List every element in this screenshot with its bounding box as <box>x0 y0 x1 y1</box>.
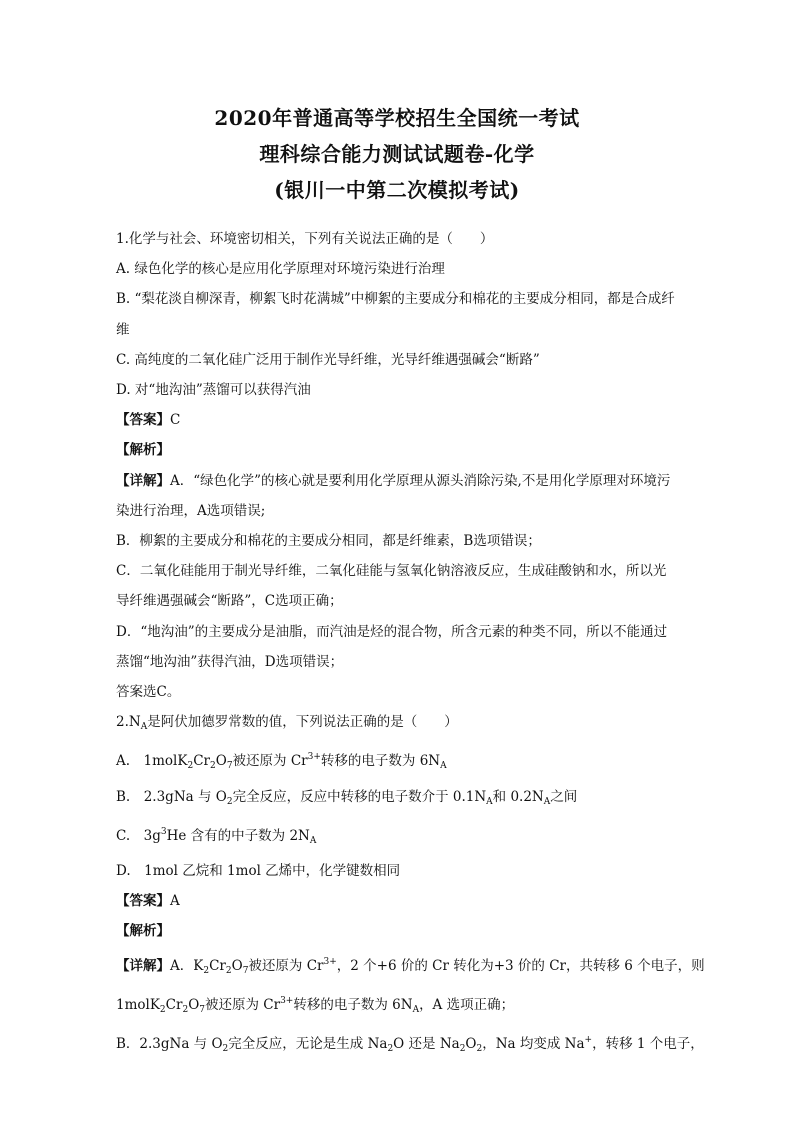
q1-explanation-d-cont: 蒸馏“地沟油”获得汽油，D选项错误； <box>116 653 344 670</box>
text: ，Na 均变成 Na <box>482 1036 585 1053</box>
superscript: 3 <box>160 826 167 837</box>
analysis-tag: 【解析】 <box>116 923 170 940</box>
text: He 含有的中子数为 2N <box>166 827 310 844</box>
q1-conclusion: 答案选C。 <box>116 684 181 701</box>
text: O 还是 Na <box>393 1036 460 1053</box>
subscript: A <box>543 796 551 807</box>
q2-option-b <box>116 782 682 817</box>
text: A．K <box>170 957 204 974</box>
exam-subtitle: 理科综合能力测试试题卷-化学 <box>259 142 535 166</box>
text: 完全反应，无论是生成 Na <box>228 1036 388 1053</box>
explanation-text: A．“绿色化学”的核心就是要利用化学原理从源头消除污染,不是用化学原理对环境污 <box>170 472 671 489</box>
text: C. 3g <box>116 827 161 844</box>
text: 被还原为 Cr <box>232 753 308 770</box>
superscript: 3+ <box>280 995 294 1006</box>
text: O <box>231 957 243 974</box>
q2-explanation-a <box>116 947 705 986</box>
text: Cr <box>165 996 183 1013</box>
superscript: 3+ <box>307 752 321 763</box>
q2-option-d: D. 1mol 乙烷和 1mol 乙烯中，化学键数相同 <box>116 863 401 880</box>
document-body <box>116 224 705 1064</box>
q2-explanation-a-cont <box>116 986 682 1025</box>
document-header <box>0 100 794 208</box>
q2-analysis <box>116 916 682 946</box>
q2-option-a <box>116 742 682 781</box>
text: 1molK <box>116 996 160 1013</box>
stem-text: 2.N <box>116 714 141 731</box>
answer-tag: 【答案】 <box>116 412 170 429</box>
subscript: 7 <box>226 761 233 772</box>
text: O <box>188 996 200 1013</box>
text: O <box>215 753 227 770</box>
text: 转移的电子数为 6N <box>293 996 413 1013</box>
subscript: A <box>486 796 493 807</box>
q1-explanation-c-cont: 导纤维遇强碱会“断路”，C选项正确； <box>116 593 343 610</box>
text: B．2.3gNa 与 O <box>116 1036 223 1053</box>
text: A. 1molK <box>116 753 188 770</box>
text: 完全反应，反应中转移的电子数介于 0.1N <box>232 788 487 805</box>
text: ，2 个+6 价的 Cr 转化为+3 价的 Cr，共转移 6 个电子，则 <box>336 957 705 974</box>
text: 被还原为 Cr <box>205 996 281 1013</box>
analysis-tag: 【解析】 <box>116 442 170 459</box>
subscript: 2 <box>182 1004 189 1015</box>
text: ，转移 1 个电子， <box>592 1036 704 1053</box>
subscript: A <box>309 835 317 846</box>
q1-explanation-d: D．“地沟油”的主要成分是油脂，而汽油是烃的混合物，所含元素的种类不同，所以不能通过 <box>116 623 668 640</box>
subscript: 2 <box>476 1044 483 1055</box>
q1-option-c: C. 高纯度的二氧化硅广泛用于制作光导纤维，光导纤维遇强碱会“断路” <box>116 351 540 368</box>
text: 被还原为 Cr <box>248 957 324 974</box>
text: Cr <box>193 753 210 770</box>
q1-answer <box>116 405 682 435</box>
answer-value: C <box>170 412 181 429</box>
text: ，A 选项正确； <box>419 996 515 1013</box>
subscript: 2 <box>459 1044 466 1055</box>
q1-option-d: D. 对“地沟油”蒸馏可以获得汽油 <box>116 382 311 399</box>
text: 之间 <box>550 788 578 805</box>
text: 和 0.2N <box>492 788 544 805</box>
subscript: 7 <box>199 1004 205 1015</box>
subscript: A <box>412 1004 420 1015</box>
subscript: 2 <box>159 1004 166 1015</box>
subscript: 2 <box>203 965 210 976</box>
q2-explanation-b <box>116 1025 704 1064</box>
q1-analysis <box>116 435 682 465</box>
subscript: A <box>440 761 447 772</box>
subscript: 2 <box>226 796 233 807</box>
q2-option-c <box>116 817 682 856</box>
subscript: 2 <box>387 1044 394 1055</box>
q2-stem <box>116 707 682 742</box>
answer-tag: 【答案】 <box>116 893 170 910</box>
q1-explanation-a-cont: 染进行治理，A选项错误; <box>116 502 266 519</box>
superscript: 3+ <box>323 956 337 967</box>
q1-explanation-c: C．二氧化硅能用于制光导纤维，二氧化硅能与氢氧化钠溶液反应，生成硅酸钠和水，所以光 <box>116 563 667 580</box>
detail-tag: 【详解】 <box>116 957 170 974</box>
q1-explanation-b: B．柳絮的主要成分和棉花的主要成分相同，都是纤维素，B选项错误； <box>116 533 541 550</box>
exam-source: (银川一中第二次模拟考试) <box>274 178 520 202</box>
q1-option-b: B. “梨花淡自柳深青，柳絮飞时花满城”中柳絮的主要成分和棉花的主要成分相同，都是合成纤 <box>116 291 675 308</box>
subscript: 2 <box>225 965 232 976</box>
text: B. 2.3gNa 与 O <box>116 788 227 805</box>
exam-title: 2020年普通高等学校招生全国统一考试 <box>214 106 580 130</box>
detail-tag: 【详解】 <box>116 472 170 489</box>
q1-explanation-a <box>116 466 682 496</box>
text: Cr <box>209 957 226 974</box>
q1-option-b-cont: 维 <box>116 321 130 338</box>
q1-option-a: A. 绿色化学的核心是应用化学原理对环境污染进行治理 <box>116 261 445 278</box>
text: O <box>465 1036 477 1053</box>
answer-value: A <box>170 893 180 910</box>
text: 转移的电子数为 6N <box>320 753 441 770</box>
subscript: 2 <box>222 1044 229 1055</box>
stem-text: 是阿伏加德罗常数的值，下列说法正确的是（ ） <box>147 714 458 731</box>
superscript: + <box>584 1035 593 1046</box>
subscript: 2 <box>187 761 194 772</box>
q1-stem: 1.化学与社会、环境密切相关，下列有关说法正确的是（ ） <box>116 231 494 247</box>
subscript: 2 <box>210 761 216 772</box>
subscript: A <box>140 722 148 733</box>
q2-answer <box>116 886 682 916</box>
subscript: 7 <box>242 965 249 976</box>
